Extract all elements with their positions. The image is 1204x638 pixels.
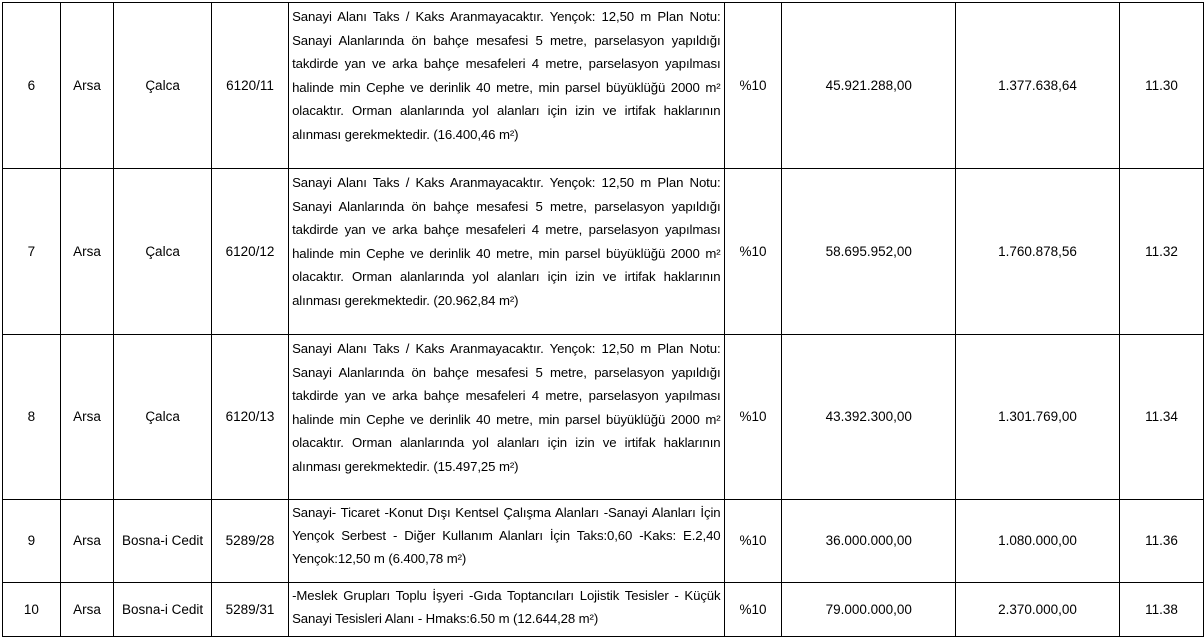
parcel-number: 5289/31 xyxy=(211,583,288,637)
description-text: -Meslek Grupları Toplu İşyeri -Gıda Toptancıları Lojistik Tesisler - Küçük Sanayi Tesisleri Alanı - Hmaks:6.50 m (12.644,28 m²) xyxy=(292,588,721,626)
row-number: 10 xyxy=(3,583,61,637)
tender-time: 11.34 xyxy=(1119,335,1203,500)
tender-time: 11.32 xyxy=(1119,169,1203,335)
table-row xyxy=(3,169,1204,335)
property-type: Arsa xyxy=(60,3,113,169)
description xyxy=(289,335,724,500)
row-number: 9 xyxy=(3,500,61,583)
table-row xyxy=(3,500,1204,583)
guarantee-rate: %10 xyxy=(724,583,782,637)
tender-time: 11.30 xyxy=(1119,3,1203,169)
row-number: 6 xyxy=(3,3,61,169)
description-text: Sanayi Alanı Taks / Kaks Aranmayacaktır. Yençok: 12,50 m Plan Notu: Sanayi Alanlarında ön bahçe mesafesi 5 metre, parselasyon yapıldığı takdirde yan ve arka bahçe mesafeleri 4 metre, parselasyon yapılması halinde min Cephe ve derinlik 40 metre, min parsel büyüklüğü 2000 m² olacaktır. Orman alanlarında yol alanları için izin ve irtifak haklarının alınması gerekmektedir. (15.497,25 m²) xyxy=(292,341,721,474)
parcel-number: 6120/11 xyxy=(211,3,288,169)
location: Bosna-i Cedit xyxy=(114,500,212,583)
location: Çalca xyxy=(114,3,212,169)
table-row xyxy=(3,583,1204,637)
property-type: Arsa xyxy=(60,583,113,637)
deposit-amount: 1.760.878,56 xyxy=(956,169,1120,335)
estimated-value: 43.392.300,00 xyxy=(782,335,956,500)
description xyxy=(289,583,724,637)
estimated-value: 45.921.288,00 xyxy=(782,3,956,169)
estimated-value: 36.000.000,00 xyxy=(782,500,956,583)
table-row xyxy=(3,3,1204,169)
property-type: Arsa xyxy=(60,169,113,335)
property-type: Arsa xyxy=(60,500,113,583)
location: Bosna-i Cedit xyxy=(114,583,212,637)
description-text: Sanayi Alanı Taks / Kaks Aranmayacaktır. Yençok: 12,50 m Plan Notu: Sanayi Alanlarında ön bahçe mesafesi 5 metre, parselasyon yapıldığı takdirde yan ve arka bahçe mesafeleri 4 metre, parselasyon yapılması halinde min Cephe ve derinlik 40 metre, min parsel büyüklüğü 2000 m² olacaktır. Orman alanlarında yol alanları için izin ve irtifak haklarının alınması gerekmektedir. (16.400,46 m²) xyxy=(292,9,721,142)
description xyxy=(289,500,724,583)
deposit-amount: 1.301.769,00 xyxy=(956,335,1120,500)
parcel-number: 5289/28 xyxy=(211,500,288,583)
parcel-number: 6120/13 xyxy=(211,335,288,500)
row-number: 7 xyxy=(3,169,61,335)
guarantee-rate: %10 xyxy=(724,335,782,500)
estimated-value: 58.695.952,00 xyxy=(782,169,956,335)
guarantee-rate: %10 xyxy=(724,500,782,583)
row-number: 8 xyxy=(3,335,61,500)
deposit-amount: 2.370.000,00 xyxy=(956,583,1120,637)
tender-time: 11.38 xyxy=(1119,583,1203,637)
deposit-amount: 1.080.000,00 xyxy=(956,500,1120,583)
property-type: Arsa xyxy=(60,335,113,500)
description-text: Sanayi Alanı Taks / Kaks Aranmayacaktır. Yençok: 12,50 m Plan Notu: Sanayi Alanlarında ön bahçe mesafesi 5 metre, parselasyon yapıldığı takdirde yan ve arka bahçe mesafeleri 4 metre, parselasyon yapılması halinde min Cephe ve derinlik 40 metre, min parsel büyüklüğü 2000 m² olacaktır. Orman alanlarında yol alanları için izin ve irtifak haklarının alınması gerekmektedir. (20.962,84 m²) xyxy=(292,175,721,308)
parcel-number: 6120/12 xyxy=(211,169,288,335)
estimated-value: 79.000.000,00 xyxy=(782,583,956,637)
tender-time: 11.36 xyxy=(1119,500,1203,583)
guarantee-rate: %10 xyxy=(724,3,782,169)
deposit-amount: 1.377.638,64 xyxy=(956,3,1120,169)
description xyxy=(289,169,724,335)
location: Çalca xyxy=(114,335,212,500)
table-row xyxy=(3,335,1204,500)
description xyxy=(289,3,724,169)
guarantee-rate: %10 xyxy=(724,169,782,335)
location: Çalca xyxy=(114,169,212,335)
description-text: Sanayi- Ticaret -Konut Dışı Kentsel Çalışma Alanları -Sanayi Alanları İçin Yençok Serbest - Diğer Kullanım Alanları İçin Taks:0,60 -Kaks: E.2,40 Yençok:12,50 m (6.400,78 m²) xyxy=(292,505,721,566)
tender-table xyxy=(2,2,1204,637)
